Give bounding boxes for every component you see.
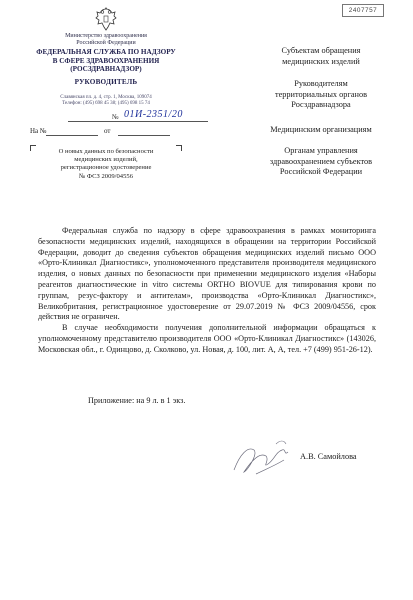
- registration-number-line: [68, 109, 208, 123]
- body-paragraph-1: Федеральная служба по надзору в сфере здравоохранения в рамках мониторинга безопасности медицинских изделий, находящихся в обращении на территории Российской Федерации, доводит до сведения субъектов обращения медицинских изделий письмо ООО «Орто-Клиникал Диагностикс», уполномоченного представителя производителя медицинского изделия, о новых данных по безопасности при применении медицинского изделия «Наборы реагентов диагностические in vitro системы ORTHO BIOVUE для типирования крови по группам, резус-фактору и антителам», производства «Орто-Клиникал Диагностикс», Великобритания, регистрационное удостоверение от 29.07.2019 № ФСЗ 2009/04556, срок действия не ограничен.: [38, 226, 376, 322]
- sender-address: Славянская пл. д. 4, стр. 1, Москва, 109074 Телефон: (495) 698 45 38; (495) 698 15 74: [60, 95, 152, 107]
- reference-line: [30, 127, 170, 137]
- signature-icon: [226, 430, 302, 486]
- registration-underline: [68, 121, 208, 122]
- attachment-note: Приложение: на 9 л. в 1 экз.: [88, 396, 186, 405]
- letter-subject: О новых данных по безопасности медицинских изделий, регистрационное удостоверение № ФСЗ 2009/04556: [58, 148, 154, 180]
- addressee-subjects: Субъектам обращения медицинских изделий: [281, 46, 361, 66]
- ministry-name: Министерство здравоохранения Российской Федерации: [65, 33, 147, 46]
- agency-name: ФЕДЕРАЛЬНАЯ СЛУЖБА ПО НАДЗОРУ В СФЕРЕ ЗДРАВООХРАНЕНИЯ (РОСЗДРАВНАДЗОР): [36, 48, 176, 73]
- registration-stamp: 2407757: [342, 4, 384, 17]
- ot-label: от: [104, 127, 111, 135]
- reg-number-handwritten: 01И-2351/20: [124, 109, 183, 120]
- coat-of-arms-icon: [94, 6, 118, 32]
- head-title: РУКОВОДИТЕЛЬ: [74, 78, 138, 86]
- signer-name: А.В. Самойлова: [300, 452, 357, 461]
- addressee-territorial-heads: Руководителям территориальных органов Росздравнадзора: [274, 79, 368, 109]
- subject-bracket-right: [176, 145, 182, 151]
- ot-underline: [118, 135, 170, 136]
- na-label: На №: [30, 127, 47, 135]
- addressee-health-authorities: Органам управления здравоохранением субъектов Российской Федерации: [269, 146, 373, 176]
- body-paragraph-2: В случае необходимости получения дополнительной информации обращаться к уполномоченному представителю производителя ООО «Орто-Клиникал Диагностикс» (143026, Московская обл., г. Одинцово, д. Сколково, ул. Новая, д. 100, лит. А, А, тел. +7 (499) 951-26-12).: [38, 323, 376, 354]
- addressee-medical-organizations: Медицинским организациям: [270, 125, 372, 134]
- reg-number-label: №: [112, 113, 119, 121]
- subject-bracket-left: [30, 145, 36, 151]
- letter-body: [38, 226, 376, 356]
- na-underline: [46, 135, 98, 136]
